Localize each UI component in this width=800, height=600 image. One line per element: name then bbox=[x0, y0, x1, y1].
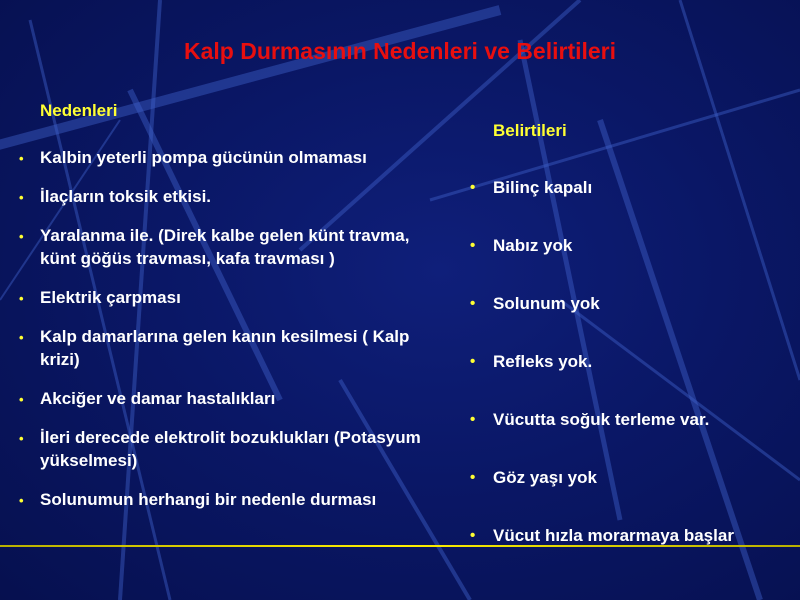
bullet-icon: • bbox=[470, 237, 476, 254]
bullet-icon: • bbox=[470, 469, 476, 486]
cause-item bbox=[19, 224, 430, 270]
bullet-icon: • bbox=[19, 291, 24, 306]
cause-item-text: Kalp damarlarına gelen kanın kesilmesi ( Kalp krizi) bbox=[40, 327, 410, 369]
bullet-icon: • bbox=[19, 431, 24, 446]
cause-item-text: Elektrik çarpması bbox=[40, 288, 181, 307]
bullet-icon: • bbox=[19, 190, 24, 205]
bullet-icon: • bbox=[19, 330, 24, 345]
symptom-item-text: Vücut hızla morarmaya başlar bbox=[493, 526, 734, 545]
symptom-item-text: Nabız yok bbox=[493, 236, 573, 255]
symptom-item bbox=[470, 466, 793, 489]
footer-divider-line bbox=[0, 545, 800, 547]
bullet-icon: • bbox=[19, 151, 24, 166]
symptom-item-text: Solunum yok bbox=[493, 294, 600, 313]
cause-item bbox=[19, 185, 430, 208]
symptom-item-text: Refleks yok. bbox=[493, 352, 593, 371]
cause-item-text: İleri derecede elektrolit bozuklukları (Potasyum yükselmesi) bbox=[40, 428, 421, 470]
symptom-item-text: Vücutta soğuk terleme var. bbox=[493, 410, 710, 429]
symptoms-heading: Belirtileri bbox=[493, 121, 567, 140]
cause-item bbox=[19, 426, 430, 472]
cause-item bbox=[19, 387, 430, 410]
causes-heading: Nedenleri bbox=[40, 101, 118, 120]
causes-list bbox=[19, 146, 430, 527]
bullet-icon: • bbox=[19, 229, 24, 244]
cause-item-text: Kalbin yeterli pompa gücünün olmaması bbox=[40, 148, 367, 167]
bullet-icon: • bbox=[470, 179, 476, 196]
symptom-item bbox=[470, 408, 793, 431]
cause-item bbox=[19, 146, 430, 169]
cause-item bbox=[19, 488, 430, 511]
symptom-item bbox=[470, 234, 793, 257]
symptoms-list bbox=[470, 176, 793, 582]
cause-item-text: Akciğer ve damar hastalıkları bbox=[40, 389, 276, 408]
cause-item-text: Solunumun herhangi bir nedenle durması bbox=[40, 490, 377, 509]
bullet-icon: • bbox=[470, 527, 476, 544]
symptom-item-text: Bilinç kapalı bbox=[493, 178, 593, 197]
bullet-icon: • bbox=[470, 411, 476, 428]
bullet-icon: • bbox=[19, 392, 24, 407]
cause-item bbox=[19, 286, 430, 309]
symptom-item bbox=[470, 350, 793, 373]
bullet-icon: • bbox=[19, 493, 24, 508]
bullet-icon: • bbox=[470, 295, 476, 312]
bullet-icon: • bbox=[470, 353, 476, 370]
cause-item-text: İlaçların toksik etkisi. bbox=[40, 187, 212, 206]
cause-item bbox=[19, 325, 430, 371]
symptom-item bbox=[470, 176, 793, 199]
symptom-item bbox=[470, 292, 793, 315]
cause-item-text: Yaralanma ile. (Direk kalbe gelen künt travma, künt göğüs travması, kafa travması ) bbox=[40, 226, 410, 268]
slide-title: Kalp Durmasının Nedenleri ve Belirtileri bbox=[183, 38, 617, 64]
symptom-item-text: Göz yaşı yok bbox=[493, 468, 597, 487]
symptom-item bbox=[470, 524, 793, 547]
